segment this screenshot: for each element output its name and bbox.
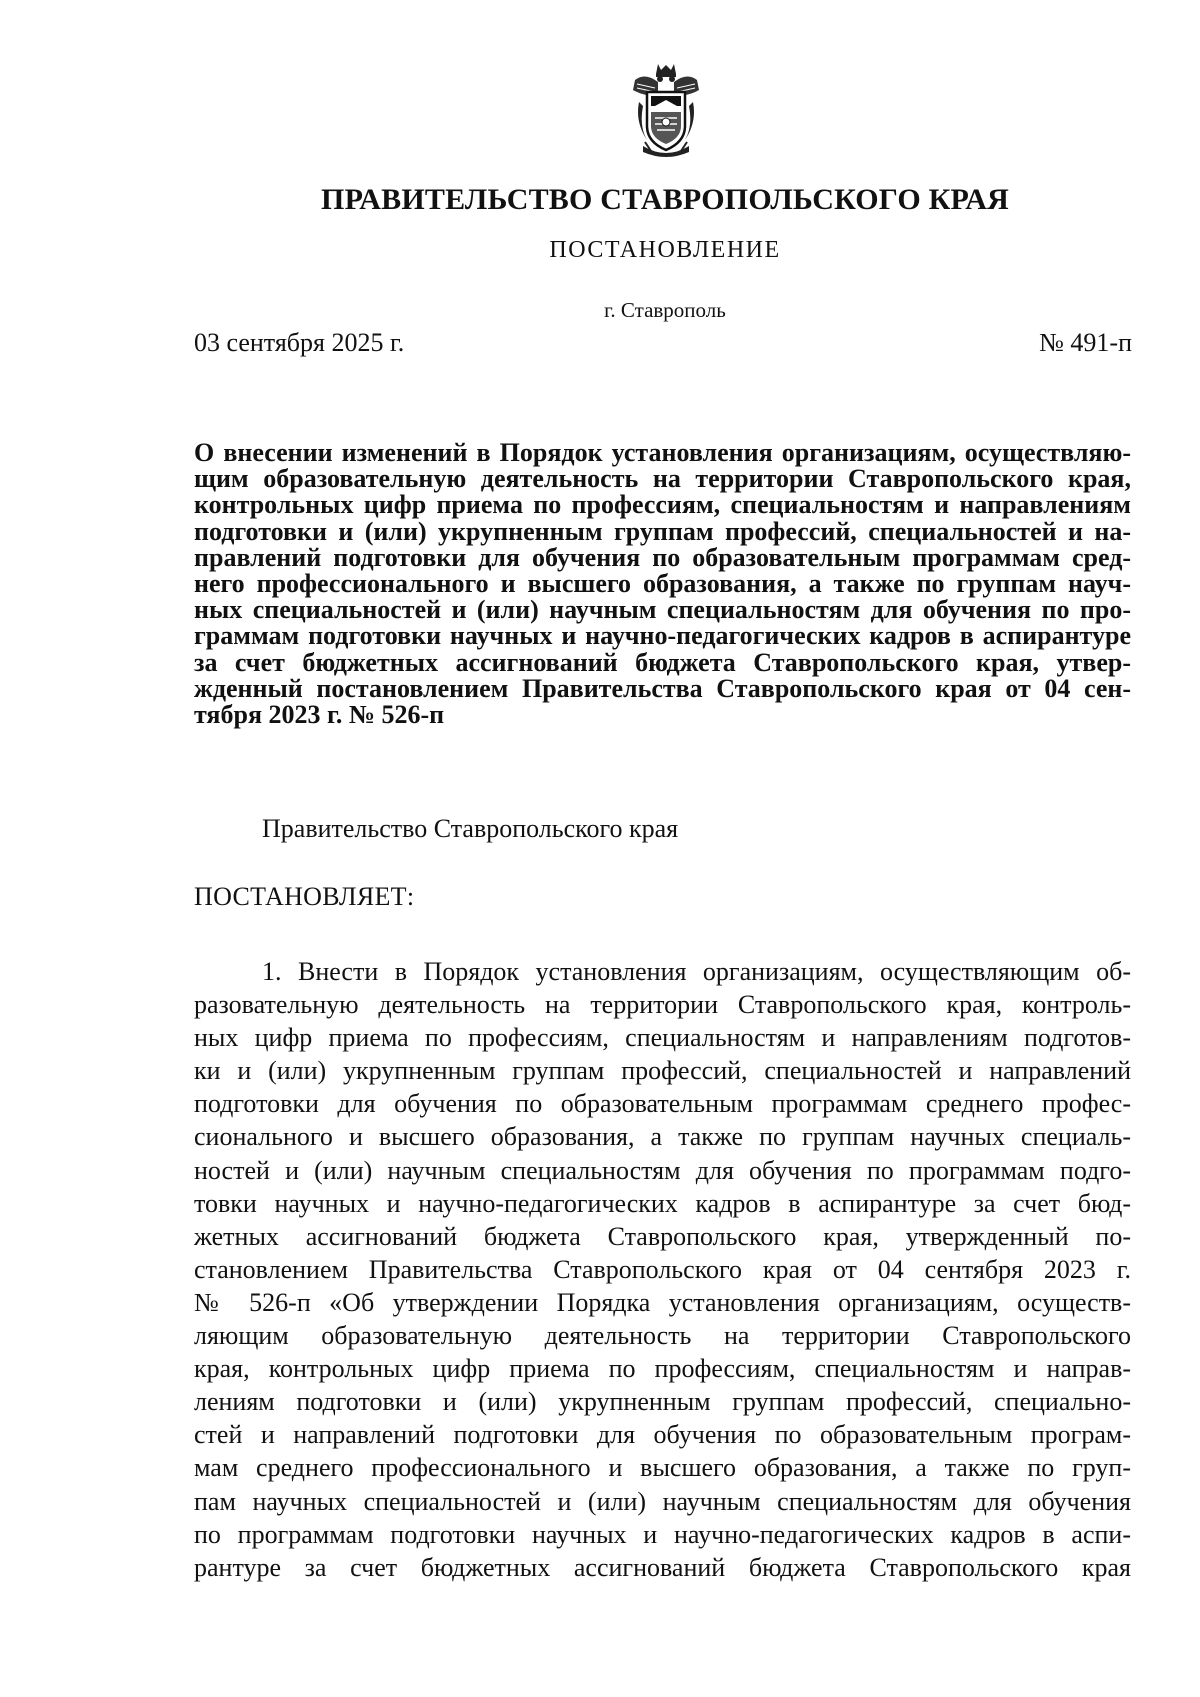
resolves-heading: ПОСТАНОВЛЯЕТ: [194, 882, 415, 911]
body-line: пам научных специальностей и (или) научным специальностям для обучения [194, 1486, 1131, 1516]
body-line: мам среднего профессионального и высшего образования, а также по груп- [194, 1453, 1131, 1483]
body-line: ных цифр приема по профессиям, специальностям и направлениям подготов- [194, 1023, 1131, 1053]
body-line: товки научных и научно-педагогических кадров в аспирантуре за счет бюд- [194, 1188, 1131, 1218]
subject-line: щим образовательную деятельность на территории Ставропольского края, [194, 464, 1131, 494]
body-line: по программам подготовки научных и научно-педагогических кадров в аспи- [194, 1519, 1131, 1549]
subject-line: тября 2023 г. № 526-п [194, 700, 445, 730]
subject-line: правлений подготовки для обучения по образовательным программам сред- [194, 542, 1131, 572]
subject-line: него профессионального и высшего образования, а также по группам науч- [194, 569, 1131, 599]
body-line: ки и (или) укрупненным группам профессий, специальностей и направлений [194, 1056, 1131, 1086]
document-city: г. Ставрополь [604, 298, 726, 322]
body-line: лениям подготовки и (или) укрупненным группам профессий, специально- [194, 1387, 1131, 1417]
stavropol-coat-of-arms-icon [625, 62, 707, 162]
body-line: края, контрольных цифр приема по профессиям, специальностям и направ- [194, 1354, 1131, 1384]
body-line: № 526-п «Об утверждении Порядка установления организациям, осуществ- [194, 1287, 1131, 1317]
body-line: стей и направлений подготовки для обучения по образовательным програм- [194, 1420, 1131, 1450]
body-line: жетных ассигнований бюджета Ставропольского края, утвержденный по- [194, 1221, 1131, 1251]
subject-line: жденный постановлением Правительства Ставропольского края от 04 сен- [194, 673, 1131, 703]
subject-line: ных специальностей и (или) научным специальностям для обучения по про- [194, 595, 1131, 625]
document-type: ПОСТАНОВЛЕНИЕ [549, 237, 781, 263]
document-subject [194, 440, 1131, 728]
body-line: разовательную деятельность на территории Ставропольского края, контроль- [194, 990, 1131, 1020]
subject-line: О внесении изменений в Порядок установления организациям, осуществляю- [194, 438, 1131, 467]
body-line: становлением Правительства Ставропольского края от 04 сентября 2023 г. [194, 1254, 1131, 1284]
body-line: сионального и высшего образования, а также по группам научных специаль- [194, 1122, 1131, 1152]
subject-line: подготовки и (или) укрупненным группам профессий, специальностей и на- [194, 516, 1131, 546]
subject-line: граммам подготовки научных и научно-педагогических кадров в аспирантуре [194, 621, 1131, 651]
resolution-body [194, 955, 1131, 1584]
body-line: подготовки для обучения по образовательным программам среднего профес- [194, 1089, 1131, 1119]
issuing-authority: Правительство Ставропольского края [262, 814, 679, 843]
document-date: 03 сентября 2025 г. [194, 328, 405, 357]
subject-line: за счет бюджетных ассигнований бюджета Ставропольского края, утвер- [194, 647, 1131, 677]
body-line: ляющим образовательную деятельность на территории Ставропольского [194, 1321, 1131, 1351]
body-line: ностей и (или) научным специальностям для обучения по программам подго- [194, 1155, 1131, 1185]
body-line: рантуре за счет бюджетных ассигнований бюджета Ставропольского края [194, 1552, 1131, 1582]
body-line: 1. Внести в Порядок установления организациям, осуществляющим об- [262, 957, 1131, 986]
document-number: № 491-п [1039, 328, 1132, 357]
subject-line: контрольных цифр приема по профессиям, специальностям и направлениям [194, 490, 1131, 520]
government-title: ПРАВИТЕЛЬСТВО СТАВРОПОЛЬСКОГО КРАЯ [321, 183, 1009, 216]
